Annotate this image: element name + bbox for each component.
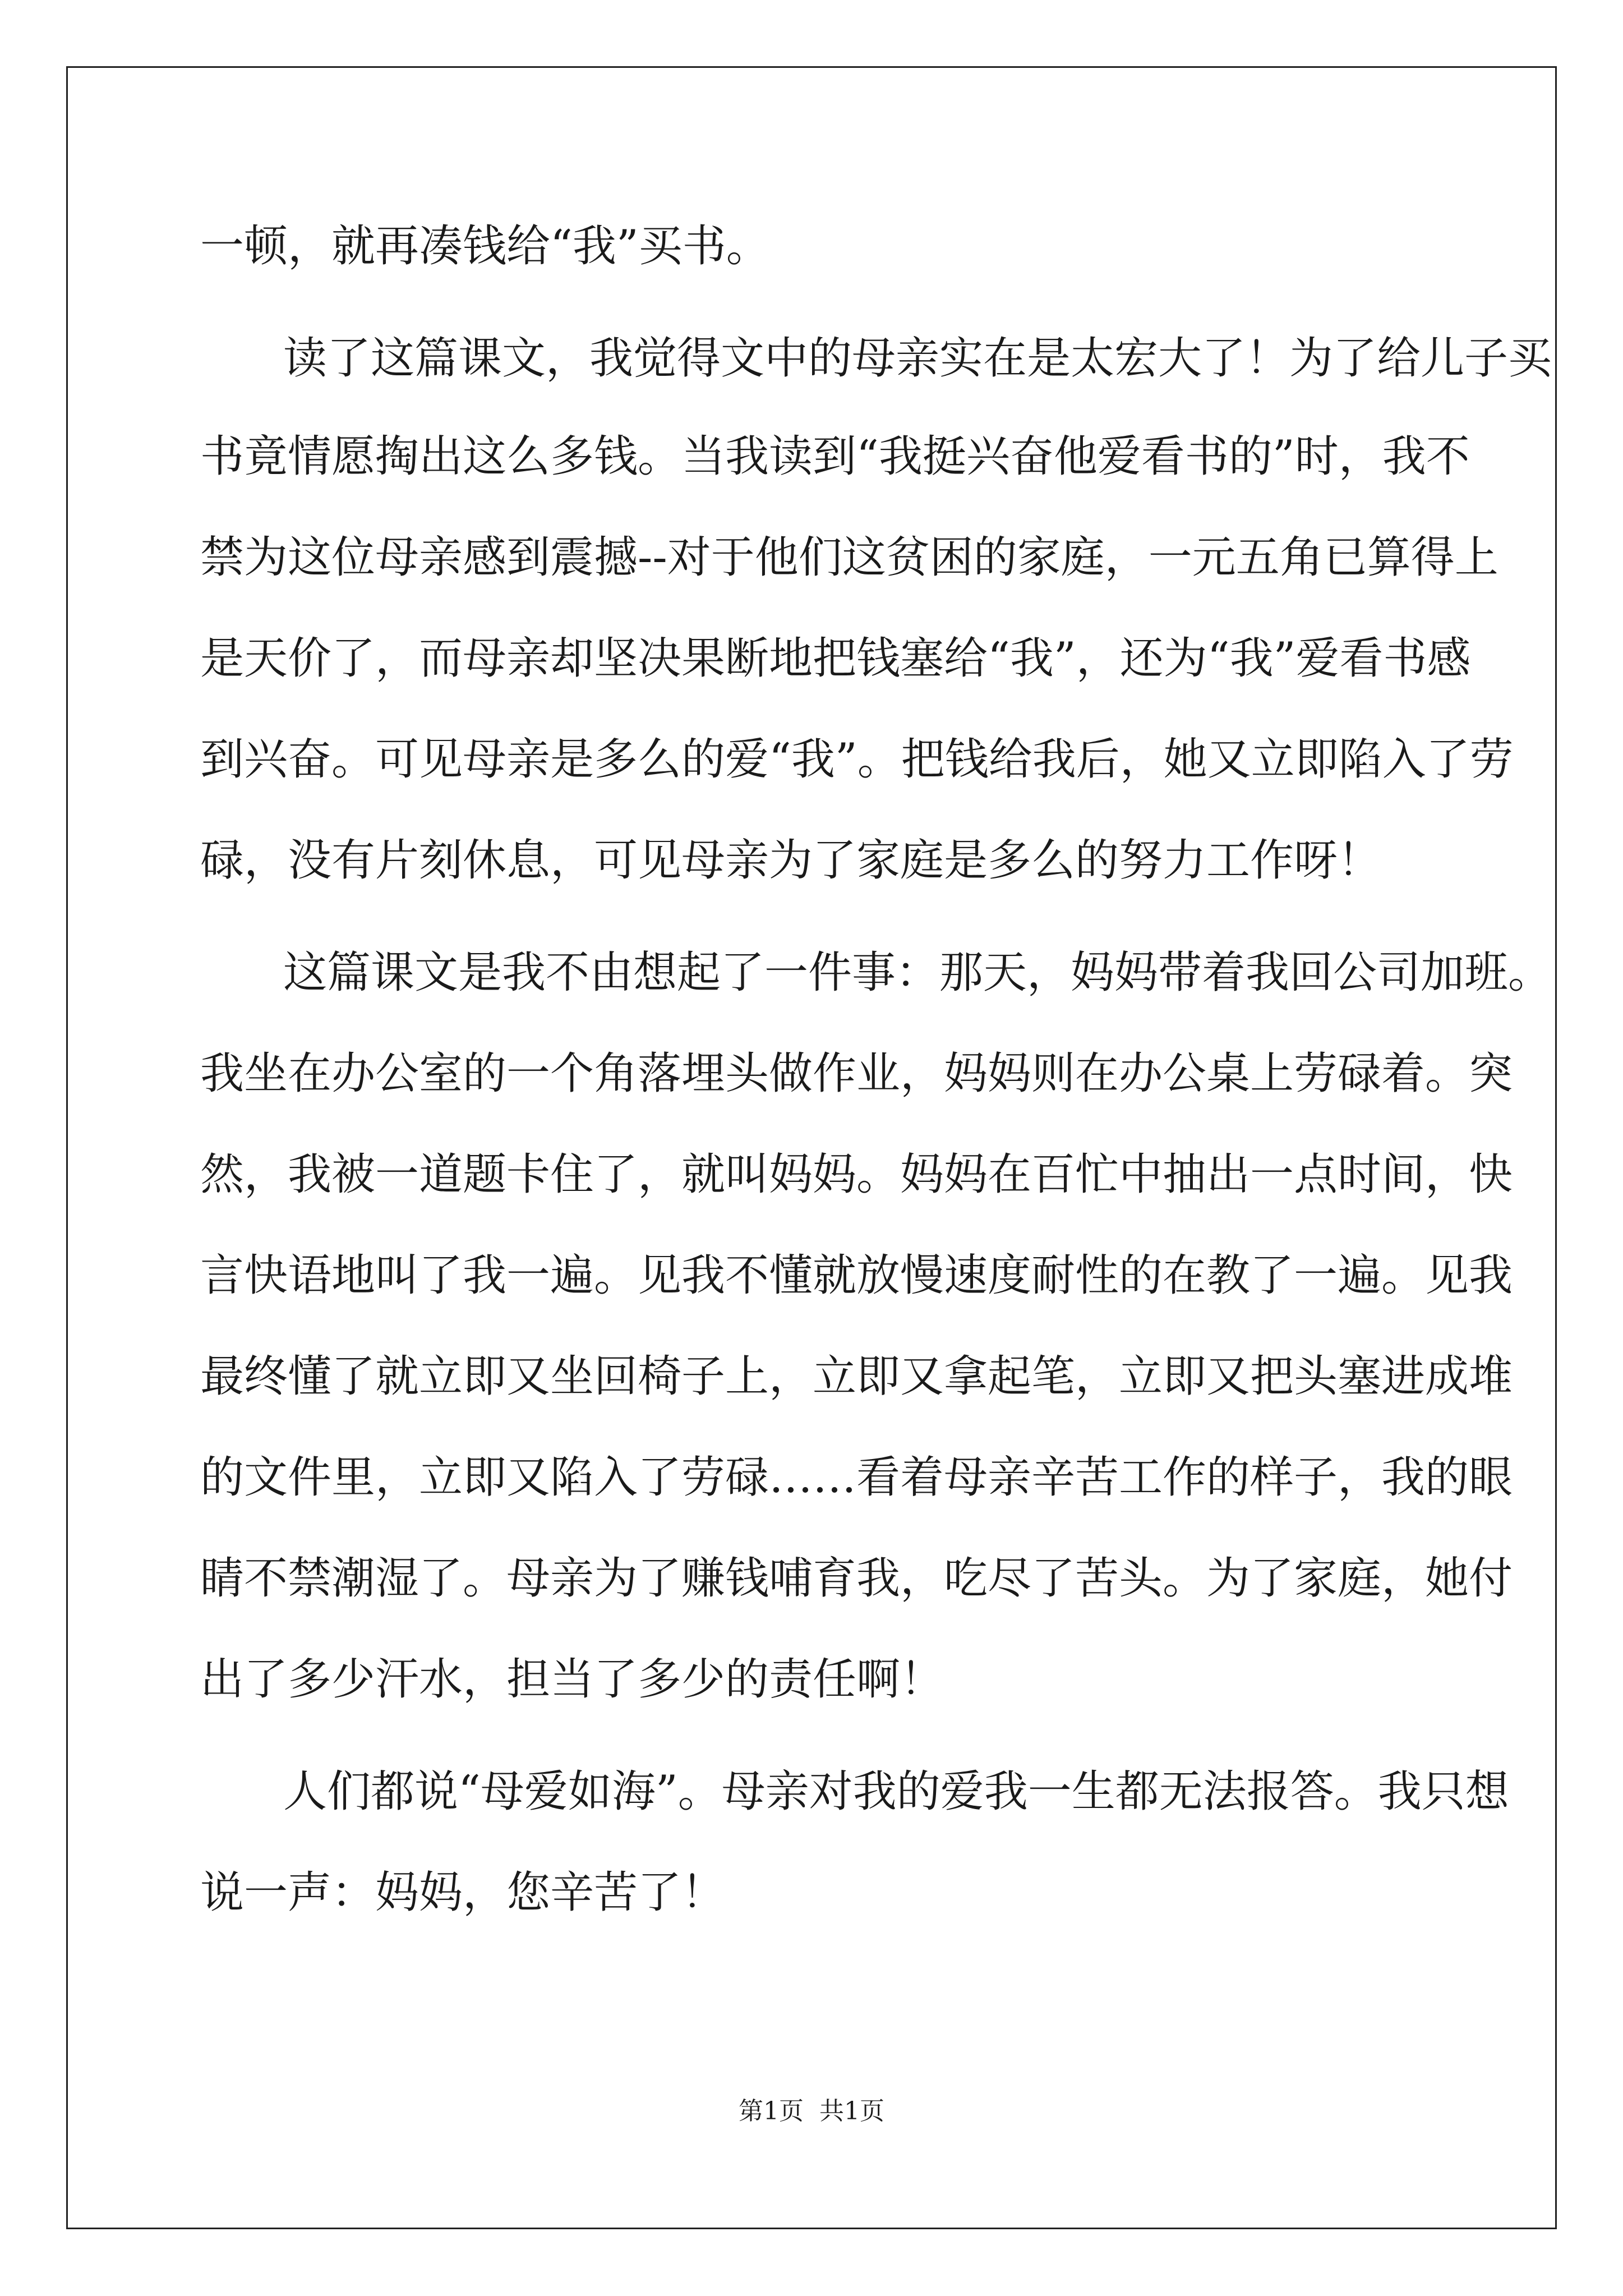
text-line: 出了多少汗水，担当了多少的责任啊！ <box>200 1654 944 1705</box>
text-line: 书竟情愿掏出这么多钱。当我读到“我挺兴奋他爱看书的”时，我不 <box>200 431 1470 482</box>
page-number-footer: 第1页 共1页 <box>739 2097 884 2125</box>
paragraph-start-line: 这篇课文是我不由想起了一件事：那天，妈妈带着我回公司加班。 <box>283 947 1552 998</box>
paragraph-start-line: 读了这篇课文，我觉得文中的母亲实在是太宏大了！为了给儿子买 <box>283 333 1552 384</box>
text-line: 到兴奋。可见母亲是多么的爱“我”。把钱给我后，她又立即陷入了劳 <box>200 734 1514 785</box>
text-line: 最终懂了就立即又坐回椅子上，立即又拿起笔，立即又把头塞进成堆 <box>200 1351 1513 1402</box>
text-line: 碌，没有片刻休息，可见母亲为了家庭是多么的努力工作呀！ <box>200 835 1382 886</box>
text-line: 然，我被一道题卡住了，就叫妈妈。妈妈在百忙中抽出一点时间，快 <box>200 1149 1513 1200</box>
text-line: 一顿，就再凑钱给“我”买书。 <box>200 221 770 272</box>
text-line: 是天价了，而母亲却坚决果断地把钱塞给“我”，还为“我”爱看书感 <box>200 633 1471 684</box>
text-line: 说一声：妈妈，您辛苦了！ <box>200 1867 726 1918</box>
text-line: 睛不禁潮湿了。母亲为了赚钱哺育我，吃尽了苦头。为了家庭，她付 <box>200 1553 1513 1604</box>
paragraph-start-line: 人们都说“母爱如海”。母亲对我的爱我一生都无法报答。我只想 <box>283 1766 1509 1817</box>
text-line: 的文件里，立即又陷入了劳碌……看着母亲辛苦工作的样子，我的眼 <box>200 1452 1513 1503</box>
text-line: 言快语地叫了我一遍。见我不懂就放慢速度耐性的在教了一遍。见我 <box>200 1250 1513 1301</box>
text-line: 禁为这位母亲感到震撼--对于他们这贫困的家庭，一元五角已算得上 <box>200 532 1498 583</box>
text-line: 我坐在办公室的一个角落埋头做作业，妈妈则在办公桌上劳碌着。突 <box>200 1048 1513 1099</box>
